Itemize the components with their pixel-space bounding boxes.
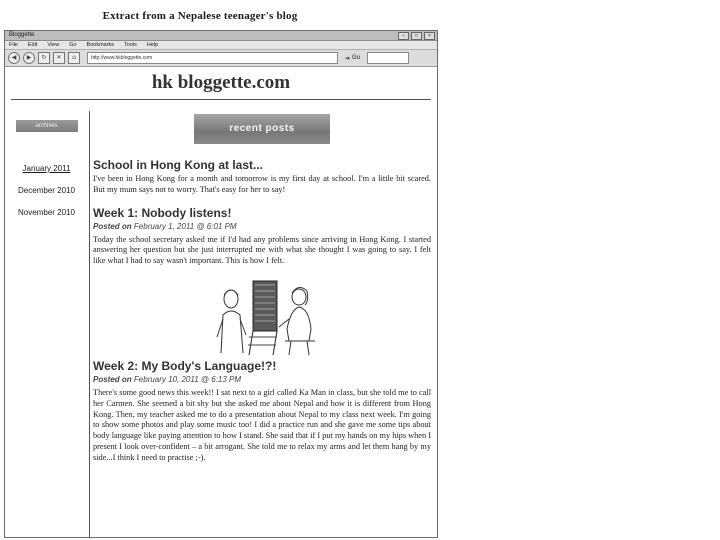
header-divider bbox=[11, 99, 431, 100]
site-title: hk bloggette.com bbox=[151, 72, 291, 93]
window-controls bbox=[398, 32, 435, 40]
window-title: Bloggette bbox=[9, 32, 35, 38]
menu-view[interactable]: View bbox=[47, 42, 60, 48]
archive-list bbox=[5, 164, 88, 230]
recent-posts-heading: recent posts bbox=[194, 114, 330, 144]
menu-go[interactable]: Go bbox=[69, 42, 77, 48]
post-date: February 10, 2011 @ 6:13 PM bbox=[133, 374, 242, 384]
go-button[interactable] bbox=[345, 55, 360, 62]
menu-bookmarks[interactable]: Bookmarks bbox=[86, 42, 115, 48]
post bbox=[93, 158, 431, 196]
browser-window bbox=[4, 30, 438, 538]
post-meta bbox=[93, 222, 431, 232]
post-meta bbox=[93, 375, 431, 385]
post-title[interactable]: Week 2: My Body's Language!?! bbox=[93, 358, 277, 373]
sidebar-divider bbox=[89, 111, 90, 537]
archive-link-january-2011[interactable]: January 2011 bbox=[22, 164, 71, 173]
post bbox=[93, 206, 431, 357]
archive-link-november-2010[interactable]: November 2010 bbox=[18, 208, 75, 217]
go-arrow-icon: ➜ bbox=[345, 55, 351, 62]
post-date: February 1, 2011 @ 6:01 PM bbox=[133, 221, 237, 231]
home-icon[interactable]: ⌂ bbox=[68, 52, 80, 64]
menu-tools[interactable]: Tools bbox=[124, 42, 137, 48]
navigation-bar bbox=[5, 50, 437, 67]
sidebar bbox=[5, 111, 88, 230]
post-title[interactable]: Week 1: Nobody listens! bbox=[93, 205, 232, 220]
page-caption: Extract from a Nepalese teenager's blog bbox=[102, 10, 298, 22]
archives-heading: archives bbox=[16, 120, 78, 132]
post bbox=[93, 359, 431, 464]
post-body: I've been in Hong Kong for a month and tomorrow is my first day at school. I'm a little bit scared. But my mum says not to worry. That's easy for her to say! bbox=[93, 174, 431, 194]
menu-edit[interactable]: Edit bbox=[27, 42, 38, 48]
post-title[interactable]: School in Hong Kong at last... bbox=[93, 158, 263, 172]
main-content bbox=[93, 111, 431, 464]
archive-link-december-2010[interactable]: December 2010 bbox=[18, 186, 75, 195]
maximize-icon[interactable]: □ bbox=[411, 32, 422, 40]
reload-icon[interactable]: ↻ bbox=[38, 52, 50, 64]
minimize-icon[interactable]: – bbox=[398, 32, 409, 40]
stop-icon[interactable]: ✕ bbox=[53, 52, 65, 64]
menu-file[interactable]: File bbox=[9, 42, 18, 48]
posted-on-label: Posted on bbox=[93, 374, 132, 384]
address-bar[interactable]: http://www.hkbloggette.com bbox=[87, 52, 338, 64]
posted-on-label: Posted on bbox=[93, 221, 132, 231]
post-body: Today the school secretary asked me if I'd had any problems since arriving in Hong Kong. I started answering her question but she just interrupted me with what she thought I was going to say. I felt like what I had to say wasn't important. This is how I felt. bbox=[93, 234, 431, 266]
menu-bar bbox=[5, 41, 437, 50]
search-input[interactable] bbox=[367, 52, 409, 64]
menu-help[interactable]: Help bbox=[146, 42, 159, 48]
back-icon[interactable]: ◀ bbox=[8, 52, 20, 64]
close-icon[interactable]: × bbox=[424, 32, 435, 40]
post-body: There's some good news this week!! I sat next to a girl called Ka Man in class, but she told me to call her Carmen. She seemed a bit shy but she asked me about Nepal and how it is different from Hong Kong. Then, my teacher asked me to do a presentation about Nepal to my class next week. I'm going to show some photos and play some music too! I did a practice run and she gave me some tips about body language like paying attention to how I stand. She said that if I put my hands on my hips when I present I look over-confident – a bit arrogant. She told me to relax my arms and let them hang by my side...I think I need to practise ;-). bbox=[93, 387, 431, 462]
title-bar bbox=[5, 31, 437, 41]
forward-icon[interactable]: ▶ bbox=[23, 52, 35, 64]
illustration-two-people-talking bbox=[213, 279, 323, 357]
go-label: Go bbox=[352, 55, 361, 61]
